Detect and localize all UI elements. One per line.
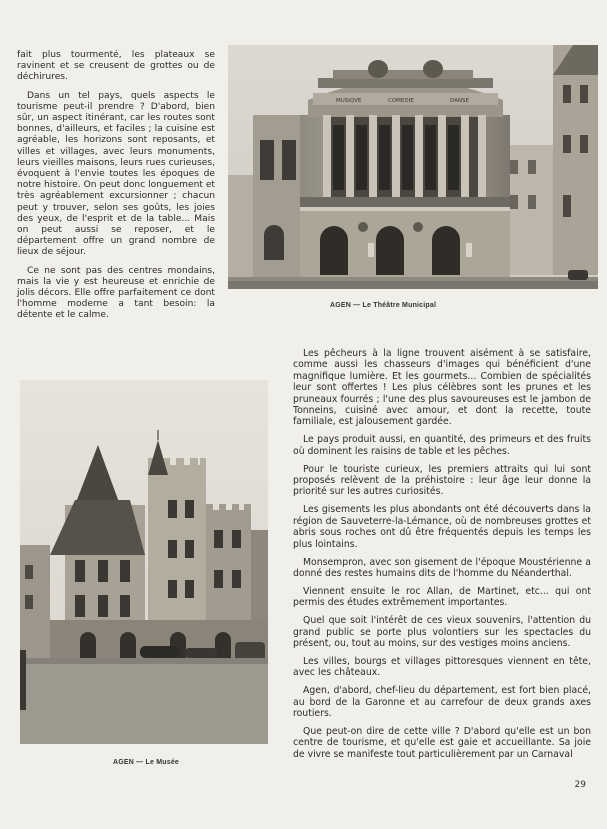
right-text-column: [293, 348, 591, 767]
paragraph: Viennent ensuite le roc Allan, de Martinet, etc... qui ont permis des études extrêmement importantes.: [293, 585, 591, 609]
paragraph: Quel que soit l'intérêt de ces vieux souvenirs, l'attention du grand public se porte plus volontiers sur les spectacles du présent, ou, tout au moins, sur des vestiges moins anciens.: [293, 615, 591, 649]
musee-illustration: [20, 380, 268, 744]
paragraph: Les pêcheurs à la ligne trouvent aisément à se satisfaire, comme aussi les chasseurs d'images qui bénéficient d'une magnifique lumière. Et les gourmets... Combien de spécialités leur sont offertes ! Les plus célèbres sont les prunes et les pruneaux fourrés ; l'une des plus savoureuses est le jambon de Tonneins, cuisiné avec amour, et dont la recette, toute familiale, est jalousement gardée.: [293, 348, 591, 428]
paragraph: Dans un tel pays, quels aspects le tourisme peut-il prendre ? D'abord, bien sûr, un aspect itinérant, car les routes sont bonnes, d'ailleurs, et faciles ; la cuisine est agréable, les horizons sont reposants, et villes et villages, avec leurs monuments, leurs vieilles maisons, leurs rues curieuses, évoquent à l'envie toutes les époques de notre histoire. On peut donc longuement et très agréablement excursionner ; chacun peut y trouver, selon ses goûts, les joies des yeux, de l'esprit et de la table... Mais on peut aussi se reposer, et le département offre un grand nombre de lieux de séjour.: [17, 90, 215, 258]
paragraph: Pour le touriste curieux, les premiers attraits qui lui sont proposés relèvent de la préhistoire : leur âge leur donne la priorité sur les autres curiosités.: [293, 463, 591, 498]
musee-caption: AGEN — Le Musée: [113, 759, 180, 766]
theatre-caption: AGEN — Le Théâtre Municipal: [330, 302, 437, 309]
facade-text-musique: MUSIQVE: [336, 98, 362, 104]
facade-text-comedie: COMEDIE: [388, 98, 414, 104]
paragraph: Le pays produit aussi, en quantité, des primeurs et des fruits où dominent les raisins de table et les pêches.: [293, 434, 591, 457]
left-text-column: [17, 50, 215, 329]
theatre-photo: [228, 45, 598, 289]
theatre-illustration: [228, 45, 598, 289]
musee-photo: [20, 380, 268, 744]
paragraph: fait plus tourmenté, les plateaux se ravinent et se creusent de grottes ou de déchirures.: [17, 50, 215, 83]
paragraph: Les gisements les plus abondants ont été découverts dans la région de Sauveterre-la-Lémance, où de nombreuses grottes et abris sous roches ont dû être fréquentés depuis les temps les plus lointains.: [293, 504, 591, 550]
page-number: 29: [574, 780, 586, 790]
paragraph: Agen, d'abord, chef-lieu du département, est fort bien placé, au bord de la Garonne et au carrefour de deux grands axes routiers.: [293, 685, 591, 719]
paragraph: Ce ne sont pas des centres mondains, mais la vie y est heureuse et enrichie de jolis décors. Elle offre parfaitement ce dont l'homme moderne a tant besoin: la détente et le calme.: [17, 265, 215, 321]
paragraph: Monsempron, avec son gisement de l'époque Moustérienne a donné des restes humains dits de l'homme du Néanderthal.: [293, 556, 591, 579]
paragraph: Que peut-on dire de cette ville ? D'abord qu'elle est un bon centre de tourisme, et qu'elle est gaie et accueillante. Sa joie de vivre se manifeste tout particulièrement par un Carnaval: [293, 725, 591, 760]
paragraph: Les villes, bourgs et villages pittoresques viennent en tête, avec les châteaux.: [293, 655, 591, 679]
facade-text-danse: DANSE: [450, 98, 469, 104]
